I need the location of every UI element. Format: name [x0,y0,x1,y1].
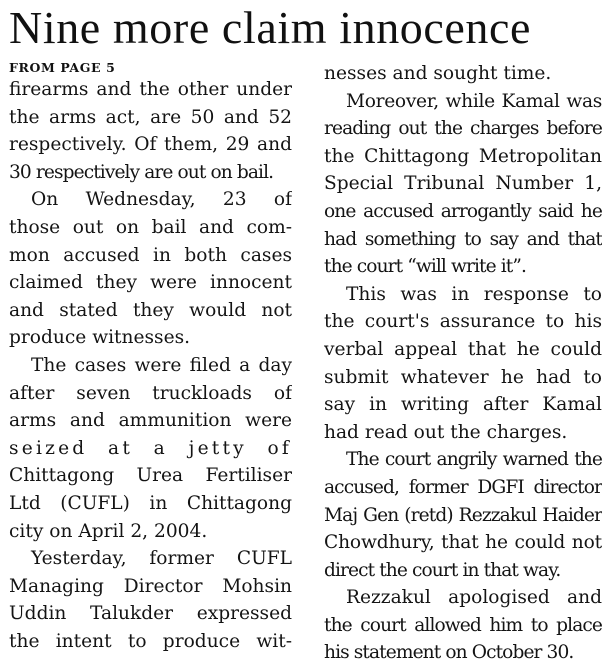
text-line: accused, former DGFI director [324,476,602,498]
text-line: city on April 2, 2004. [9,520,208,542]
text-line: one accused arrogantly said he [324,200,602,222]
text-line: Special Tribunal Number 1, [324,173,602,195]
text-line: claimed they were innocent [9,272,292,294]
text-line: and stated they would not [9,299,292,321]
text-line: direct the court in that way. [324,559,561,581]
text-line: On Wednesday, 23 of [31,189,292,211]
text-line: mon accused in both cases [9,244,292,266]
continuation-kicker: FROM PAGE 5 [9,60,116,75]
text-line: verbal appeal that he could [324,338,602,360]
text-line: Uddin Talukder expressed [9,603,292,625]
text-line: 30 respectively are out on bail. [9,161,274,183]
text-line: the Chittagong Metropolitan [324,145,602,167]
text-line: reading out the charges before [324,118,602,140]
article-body [9,60,602,667]
text-line: Chittagong Urea Fertiliser [9,465,292,487]
text-line: had read out the charges. [324,421,568,443]
text-line: arms and ammunition were [9,410,292,432]
text-line: his statement on October 30. [324,642,574,664]
text-line: Ltd (CUFL) in Chittagong [9,492,292,514]
right-column [324,60,602,667]
text-line: say in writing after Kamal [324,394,602,416]
text-line: Yesterday, former CUFL [31,548,292,570]
text-line: Maj Gen (retd) Rezzakul Haider [324,504,602,526]
headline: Nine more claim innocence [9,2,532,53]
text-line: respectively. Of them, 29 and [9,134,292,156]
text-line: seized at a jetty of [9,437,292,459]
text-line: the intent to produce wit- [9,630,292,652]
text-line: the court's assurance to his [324,311,602,333]
text-line: The cases were filed a day [31,354,292,376]
text-line: submit whatever he had to [324,366,602,388]
text-line: Managing Director Mohsin [9,575,292,597]
text-line: the arms act, are 50 and 52 [9,106,292,128]
text-line: the court “will write it”. [324,256,526,278]
text-line: The court angrily warned the [346,449,602,471]
text-line: the court allowed him to place [324,614,602,636]
text-line: produce witnesses. [9,327,191,349]
text-line: those out on bail and com- [9,216,292,238]
text-line: Rezzakul apologised and [346,587,602,609]
text-line: after seven truckloads of [9,382,292,404]
text-line: firearms and the other under [9,79,292,100]
left-column [9,60,292,667]
text-line: nesses and sought time. [324,63,552,84]
text-line: This was in response to [346,283,602,305]
text-line: Moreover, while Kamal was [346,90,602,112]
text-line: had something to say and that [324,228,602,250]
text-line: Chowdhury, that he could not [324,532,602,554]
